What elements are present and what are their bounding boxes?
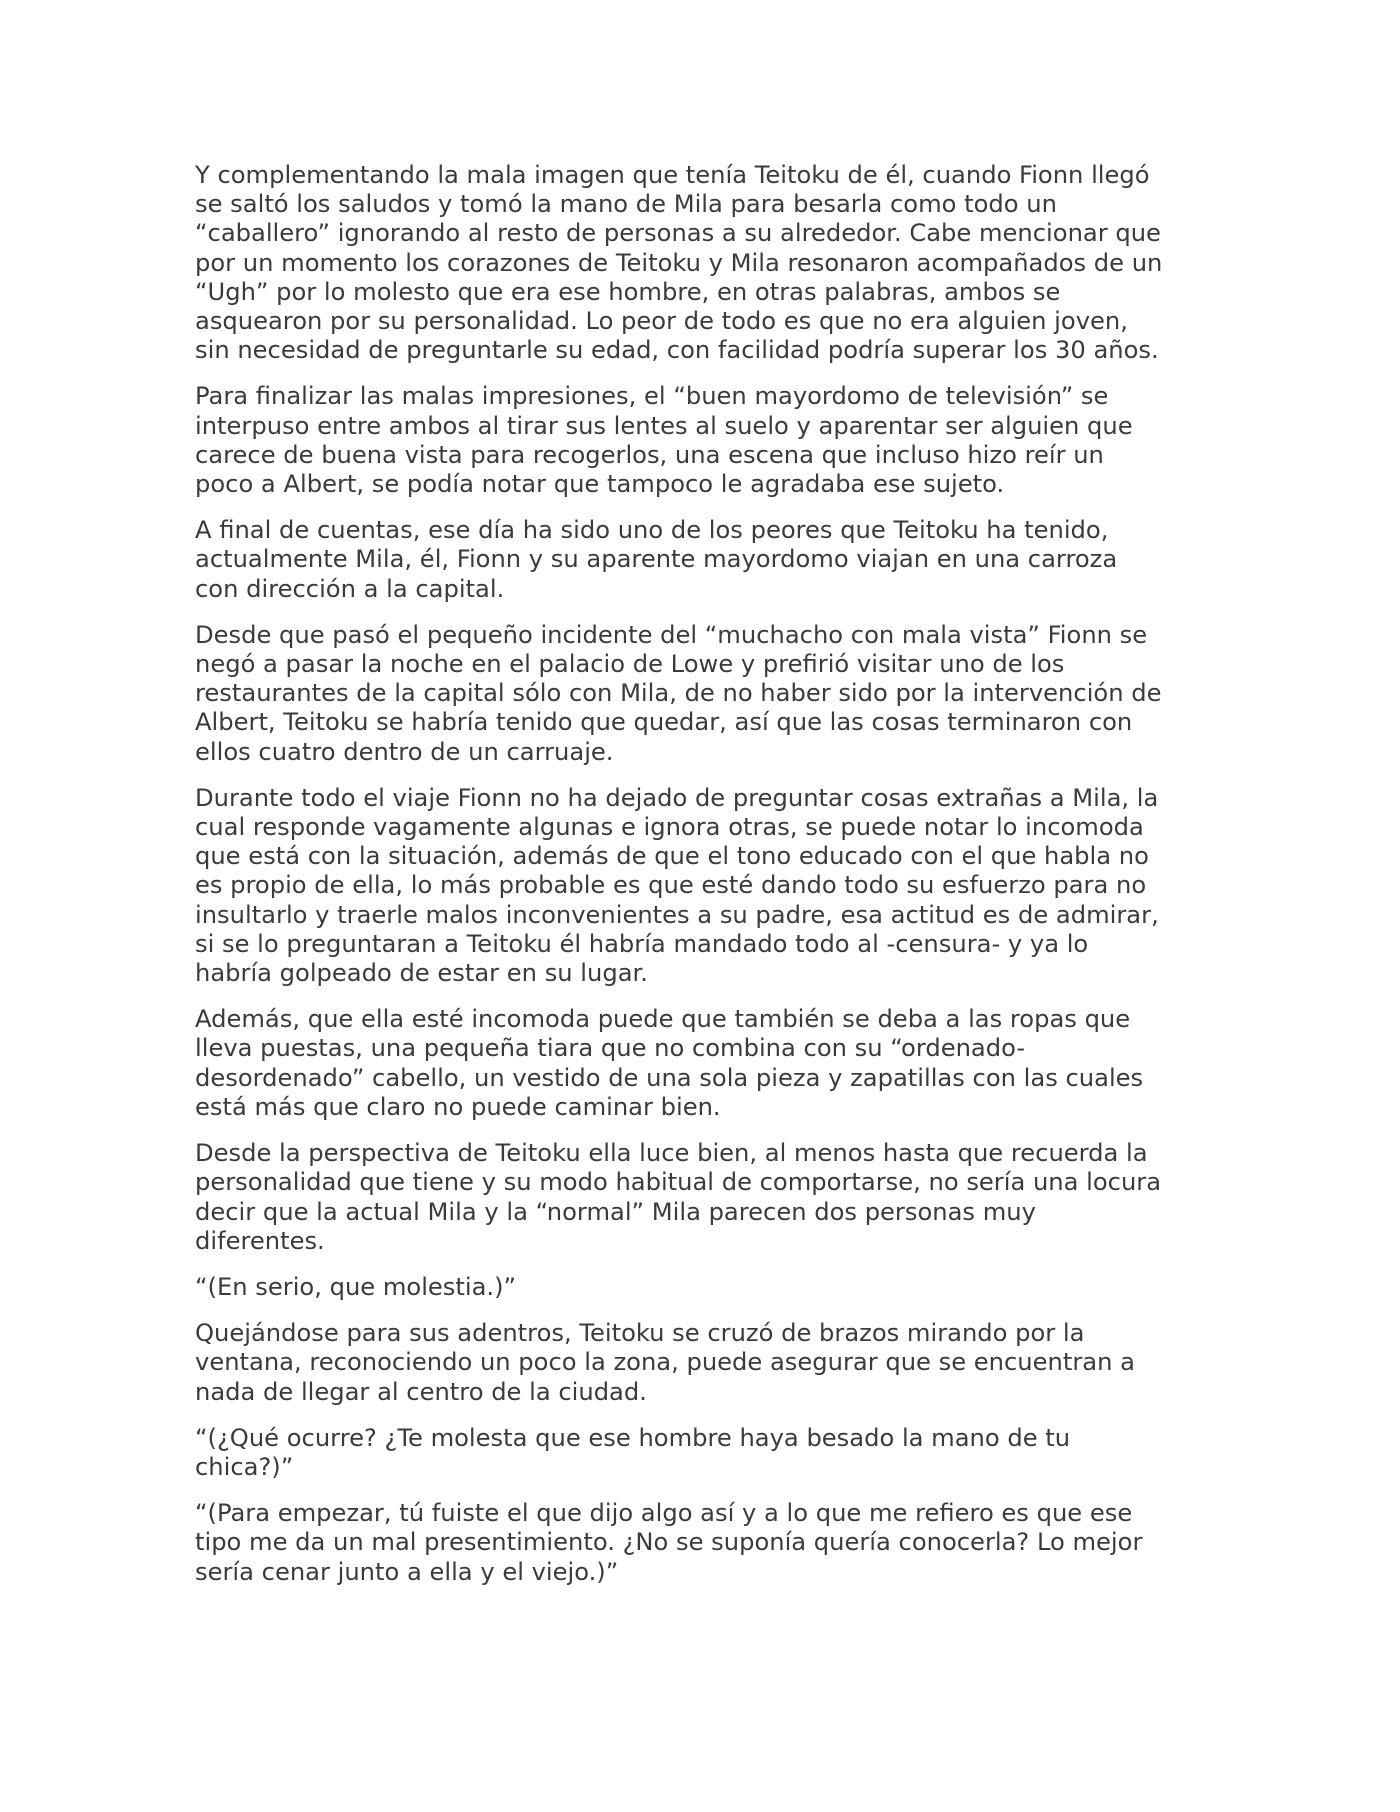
- paragraph: Y complementando la mala imagen que tenía Teitoku de él, cuando Fionn llegó se saltó los saludos y tomó la mano de Mila para besarla como todo un “caballero” ignorando al resto de personas a su alrededor. Cabe mencionar que por un momento los corazones de Teitoku y Mila resonaron acompañados de un “Ugh” por lo molesto que era ese hombre, en otras palabras, ambos se asquearon por su personalidad. Lo peor de todo es que no era alguien joven, sin necesidad de preguntarle su edad, con facilidad podría superar los 30 años.: [195, 161, 1163, 365]
- paragraph: A final de cuentas, ese día ha sido uno de los peores que Teitoku ha tenido, actualmente Mila, él, Fionn y su aparente mayordomo viajan en una carroza con dirección a la capital.: [195, 516, 1118, 603]
- document-page: [195, 161, 1215, 1604]
- paragraph: Quejándose para sus adentros, Teitoku se cruzó de brazos mirando por la ventana, reconociendo un poco la zona, puede asegurar que se encuentran a nada de llegar al centro de la ciudad.: [195, 1319, 1135, 1406]
- paragraph: Durante todo el viaje Fionn no ha dejado de preguntar cosas extrañas a Mila, la cual responde vagamente algunas e ignora otras, se puede notar lo incomoda que está con la situación, además de que el tono educado con el que habla no es propio de ella, lo más probable es que esté dando todo su esfuerzo para no insultarlo y traerle malos inconvenientes a su padre, esa actitud es de admirar, si se lo preguntaran a Teitoku él habría mandado todo al -censura- y ya lo habría golpeado de estar en su lugar.: [195, 783, 1159, 988]
- paragraph: Además, que ella esté incomoda puede que también se deba a las ropas que lleva puestas, una pequeña tiara que no combina con su “ordenado- desordenado” cabello, un vestido de una sola pieza y zapatillas con las cuales está más que claro no puede caminar bien.: [195, 1005, 1144, 1121]
- paragraph: Desde la perspectiva de Teitoku ella luce bien, al menos hasta que recuerda la personalidad que tiene y su modo habitual de comportarse, no sería una locura decir que la actual Mila y la “normal” Mila parecen dos personas muy diferentes.: [195, 1139, 1162, 1255]
- dialogue-line: “(En serio, que molestia.)”: [195, 1272, 517, 1301]
- paragraph: Para finalizar las malas impresiones, el “buen mayordomo de televisión” se interpuso entre ambos al tirar sus lentes al suelo y aparentar ser alguien que carece de buena vista para recogerlos, una escena que incluso hizo reír un poco a Albert, se podía notar que tampoco le agradaba ese sujeto.: [195, 382, 1133, 499]
- dialogue-line: “(Para empezar, tú fuiste el que dijo algo así y a lo que me refiero es que ese tipo me da un mal presentimiento. ¿No se suponía quería conocerla? Lo mejor sería cenar junto a ella y el viejo.)”: [195, 1499, 1143, 1586]
- paragraph: Desde que pasó el pequeño incidente del “muchacho con mala vista” Fionn se negó a pasar la noche en el palacio de Lowe y prefirió visitar uno de los restaurantes de la capital sólo con Mila, de no haber sido por la intervención de Albert, Teitoku se habría tenido que quedar, así que las cosas terminaron con ellos cuatro dentro de un carruaje.: [195, 620, 1162, 766]
- dialogue-line: “(¿Qué ocurre? ¿Te molesta que ese hombre haya besado la mano de tu chica?)”: [195, 1423, 1071, 1481]
